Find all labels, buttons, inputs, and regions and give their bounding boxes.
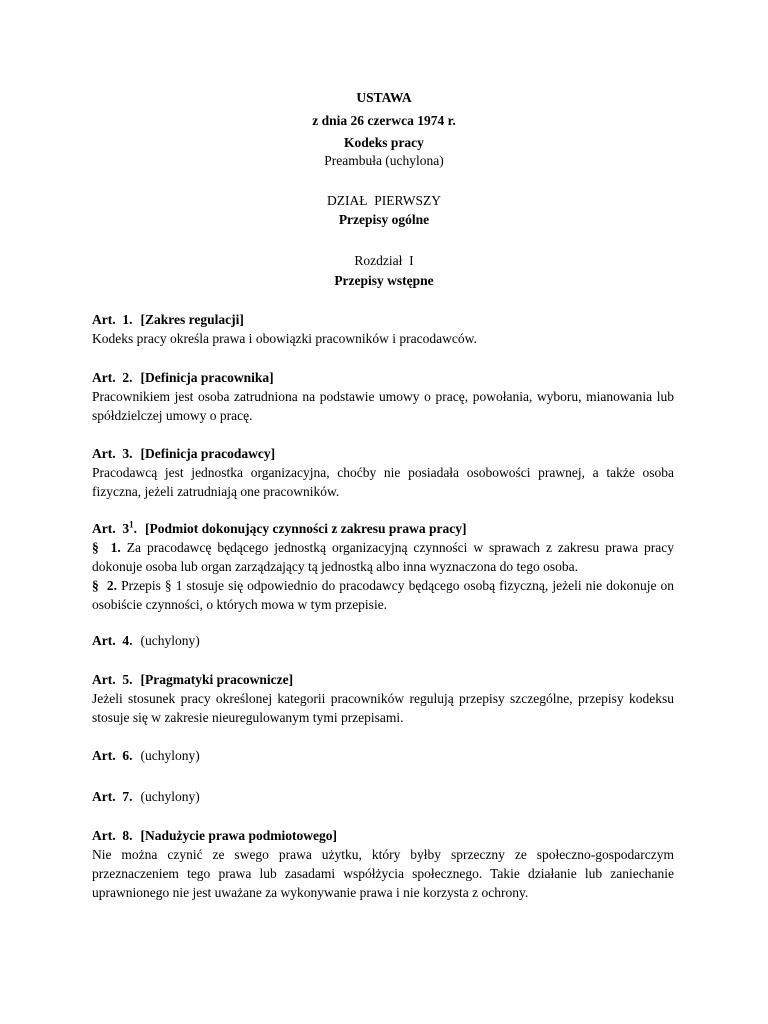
article-number: Art. 3: [92, 521, 130, 536]
article-title: [Pragmatyki pracownicze]: [140, 672, 294, 687]
act-date: z dnia 26 czerwca 1974 r.: [312, 113, 456, 128]
article-title: [Zakres regulacji]: [140, 312, 244, 327]
article-number: Art. 2.: [92, 370, 133, 385]
article-heading: [92, 519, 674, 538]
article-1: [92, 310, 674, 348]
article-status: (uchylony): [140, 633, 200, 648]
chapter-subtitle: Przepisy wstępne: [334, 273, 434, 288]
article-5: [92, 670, 674, 727]
article-heading: [92, 746, 674, 765]
article-text: Pracodawcą jest jednostka organizacyjna, choćby nie posiadała osobowości prawnej, a także osoba fizyczna, jeżeli zatrudniają one pracowników.: [92, 465, 674, 499]
article-title: [Definicja pracownika]: [140, 370, 274, 385]
article-text: Jeżeli stosunek pracy określonej kategorii pracowników regulują przepisy szczególne, przepisy kodeksu stosuje się w zakresie nieuregulowanym tymi przepisami.: [92, 691, 674, 725]
paragraph-number: § 1.: [92, 540, 121, 555]
article-number: Art. 6.: [92, 748, 133, 763]
article-text: Kodeks pracy określa prawa i obowiązki pracowników i pracodawców.: [92, 331, 477, 346]
section-title: DZIAŁ PIERWSZY: [327, 193, 441, 208]
article-heading: [92, 631, 674, 650]
article-status: (uchylony): [140, 789, 200, 804]
article-number: Art. 3.: [92, 446, 133, 461]
article-paragraph-2: [92, 576, 674, 614]
section-subtitle: Przepisy ogólne: [338, 212, 430, 227]
article-text: Nie można czynić ze swego prawa użytku, który byłby sprzeczny ze społeczno-gospodarczym przeznaczeniem tego prawa lub zasadami współżycia społecznego. Takie działanie lub zaniechanie uprawnionego nie jest uważane za wykonywanie prawa i nie korzysta z ochrony.: [92, 847, 674, 900]
article-number-suffix: .: [133, 521, 137, 536]
article-heading: [92, 826, 674, 845]
preamble-note: Preambuła (uchylona): [324, 153, 444, 168]
article-number: Art. 7.: [92, 789, 133, 804]
article-3: [92, 444, 674, 501]
article-heading: [92, 368, 674, 387]
article-number: Art. 5.: [92, 672, 133, 687]
article-status: (uchylony): [140, 748, 200, 763]
article-number: Art. 4.: [92, 633, 133, 648]
article-title: [Podmiot dokonujący czynności z zakresu prawa pracy]: [145, 521, 467, 536]
article-heading: [92, 787, 674, 806]
article-heading: [92, 670, 674, 689]
article-3-1: [92, 519, 674, 614]
paragraph-text: Przepis § 1 stosuje się odpowiednio do pracodawcy będącego osobą fizyczną, jeżeli nie dokonuje on osobiście czynności, o których mowa w tym przepisie.: [92, 578, 675, 612]
article-7: [92, 787, 674, 806]
article-6: [92, 746, 674, 765]
article-2: [92, 368, 674, 425]
article-heading: [92, 444, 674, 463]
article-text: Pracownikiem jest osoba zatrudniona na podstawie umowy o pracę, powołania, wyboru, mianowania lub spółdzielczej umowy o pracę.: [92, 389, 674, 423]
article-heading: [92, 310, 674, 329]
article-number-superscript: 1: [129, 519, 134, 530]
article-title: [Nadużycie prawa podmiotowego]: [140, 828, 337, 843]
article-title: [Definicja pracodawcy]: [140, 446, 276, 461]
article-number: Art. 8.: [92, 828, 133, 843]
paragraph-number: § 2.: [92, 578, 118, 593]
article-paragraph-1: [92, 538, 674, 576]
article-number: Art. 1.: [92, 312, 133, 327]
paragraph-text: Za pracodawcę będącego jednostką organizacyjną czynności w sprawach z zakresu prawa pracy dokonuje osoba lub organ zarządzający tą jednostką albo inna wyznaczona do tego osoba.: [92, 540, 675, 574]
act-name: Kodeks pracy: [344, 135, 424, 150]
act-title: USTAWA: [356, 90, 412, 105]
chapter-title: Rozdział I: [354, 253, 414, 268]
article-4: [92, 631, 674, 650]
article-8: [92, 826, 674, 902]
